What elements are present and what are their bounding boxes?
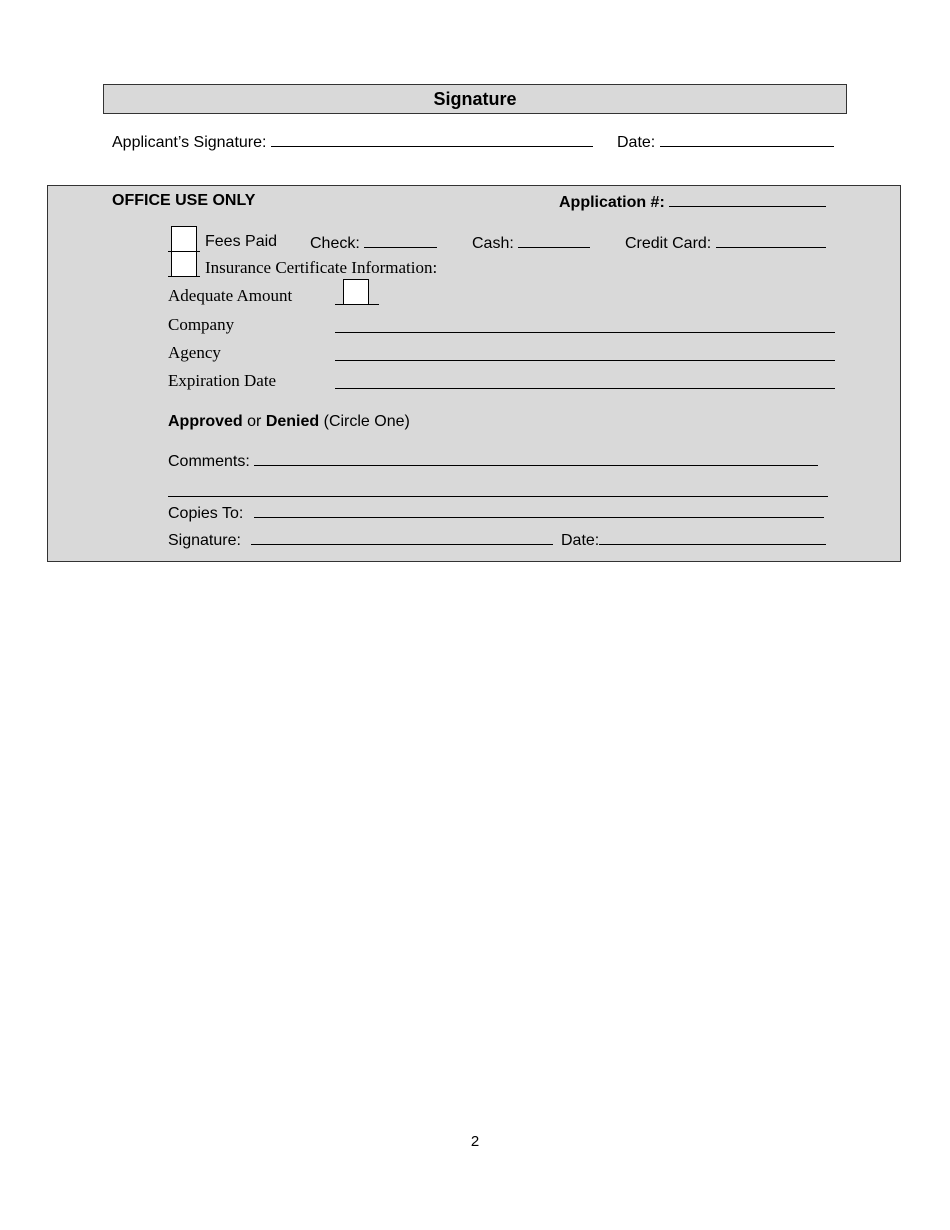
office-signature-row: [168, 530, 553, 550]
insurance-checkbox[interactable]: [171, 251, 197, 277]
credit-card-row: [625, 233, 826, 253]
office-date-row: [561, 530, 826, 550]
insurance-label: Insurance Certificate Information:: [205, 258, 438, 277]
copies-to-field[interactable]: [254, 503, 824, 518]
comments-label: Comments:: [168, 453, 250, 470]
approval-choice-row: [168, 413, 410, 431]
page-number: 2: [470, 1133, 480, 1150]
copies-to-label: Copies To:: [168, 505, 244, 522]
office-signature-label: Signature:: [168, 532, 241, 549]
office-use-title: OFFICE USE ONLY: [112, 192, 256, 209]
office-date-field[interactable]: [599, 530, 826, 545]
expiration-date-label: Expiration Date: [168, 371, 277, 390]
credit-card-field[interactable]: [716, 233, 826, 248]
comments-row: [168, 451, 818, 471]
check-label: Check:: [310, 235, 360, 252]
copies-to-row: [168, 503, 824, 523]
applicant-date-label: Date:: [617, 134, 656, 151]
check-row: [310, 233, 437, 253]
denied-option[interactable]: Denied: [265, 413, 320, 430]
agency-label: Agency: [168, 343, 221, 362]
signature-section-title: Signature: [103, 84, 847, 114]
circle-one-text: (Circle One): [323, 413, 410, 430]
cash-label: Cash:: [472, 235, 514, 252]
cash-row: [472, 233, 590, 253]
credit-card-label: Credit Card:: [625, 235, 712, 252]
comments-field-line-2[interactable]: [168, 496, 828, 497]
adequate-amount-checkbox[interactable]: [343, 279, 369, 305]
cash-field[interactable]: [518, 233, 590, 248]
company-label: Company: [168, 315, 235, 334]
or-text: or: [247, 413, 262, 430]
applicant-signature-field[interactable]: [271, 132, 593, 147]
fees-paid-label: Fees Paid: [205, 233, 278, 250]
expiration-date-field[interactable]: [335, 388, 835, 389]
comments-field[interactable]: [254, 451, 818, 466]
application-number-row: [559, 192, 826, 212]
applicant-date-field[interactable]: [660, 132, 834, 147]
office-date-label: Date:: [561, 532, 600, 549]
applicant-signature-label: Applicant’s Signature:: [112, 134, 267, 151]
company-field[interactable]: [335, 332, 835, 333]
check-field[interactable]: [364, 233, 437, 248]
approved-option[interactable]: Approved: [168, 413, 243, 430]
adequate-amount-label: Adequate Amount: [168, 286, 293, 305]
office-signature-field[interactable]: [251, 530, 553, 545]
fees-paid-checkbox[interactable]: [171, 226, 197, 252]
applicant-signature-row: [112, 132, 593, 152]
agency-field[interactable]: [335, 360, 835, 361]
application-number-label: Application #:: [559, 194, 665, 211]
application-number-field[interactable]: [669, 192, 826, 207]
applicant-date-row: [617, 132, 834, 152]
